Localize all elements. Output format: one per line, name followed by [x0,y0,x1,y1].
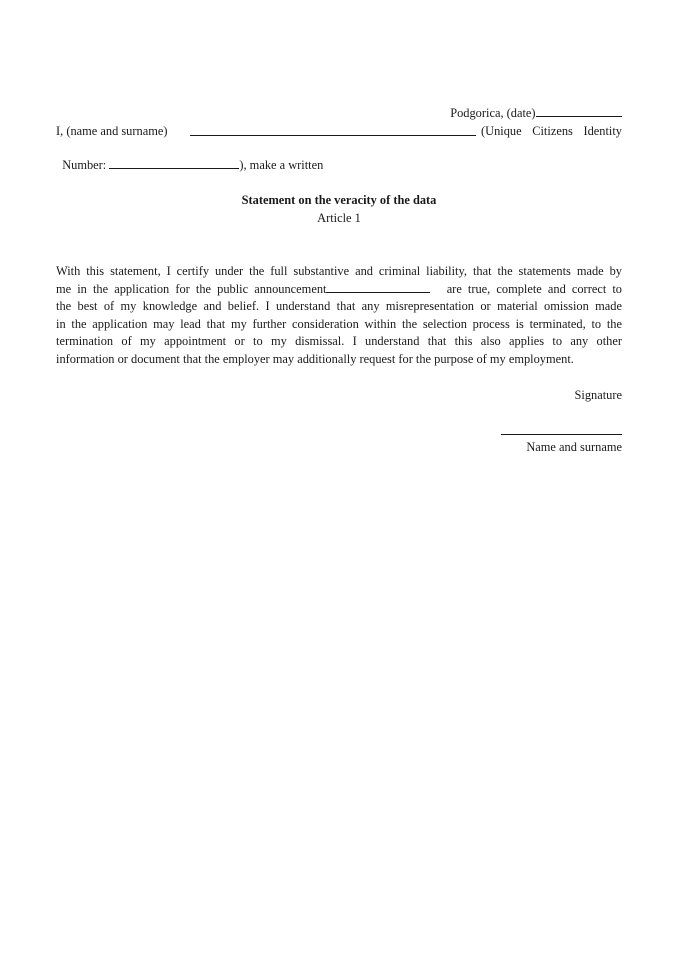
date-blank[interactable] [536,105,622,117]
announcement-text: me in the application for the public announcement [56,281,327,296]
paragraph-line: With this statement, I certify under the full substantive and criminal liability, that the statements made by [56,264,622,278]
paragraph-line: in the application may lead that my further consideration within the selection process is terminated, to the [56,316,622,331]
intro-number-row [56,142,323,173]
signature-line[interactable] [501,434,622,435]
place-date-row [444,90,622,121]
intro-uci-label: (Unique Citizens Identity [481,124,622,138]
statement-paragraph [56,263,622,369]
number-label: Number: [62,158,107,172]
paragraph-line: termination of my appointment or to my dismissal. I understand that this also applies to any other [56,334,622,349]
signature-label: Signature [574,388,622,402]
article-label: Article 1 [317,211,361,225]
statement-title: Statement on the veracity of the data [241,193,437,207]
place-date-label: Podgorica, (date) [450,106,536,120]
make-written-label: ), make a written [239,158,324,172]
uci-number-blank[interactable] [109,157,239,169]
paragraph-line: the best of my knowledge and belief. I understand that any misrepresentation or material omission made [56,299,622,314]
true-complete-text: are true, complete and correct to [446,281,622,296]
intro-name-label: I, (name and surname) [56,124,168,138]
name-surname-blank[interactable] [190,135,476,136]
paragraph-line [56,281,622,299]
name-surname-label: Name and surname [526,440,622,454]
paragraph-line: information or document that the employer may additionally request for the purpose of my employment. [56,351,574,366]
announcement-blank[interactable] [326,281,430,293]
